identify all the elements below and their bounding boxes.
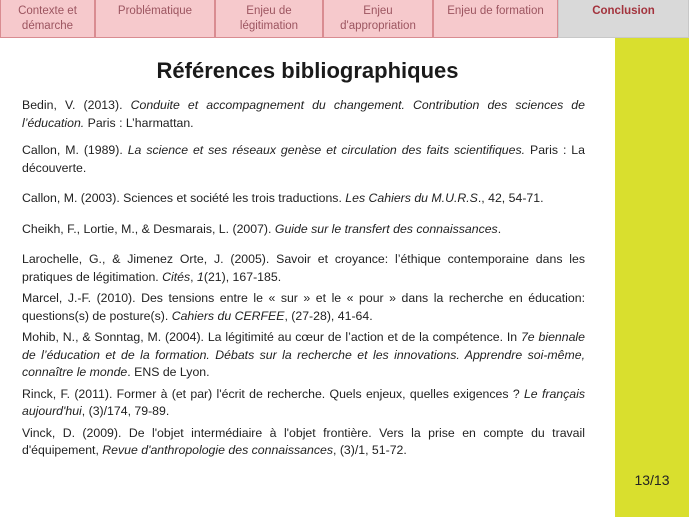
tab-enjeu-legitimation[interactable]	[215, 0, 323, 38]
reference-italic-text: Cités	[162, 269, 191, 284]
reference-item	[22, 190, 585, 208]
reference-italic-text: Cahiers du CERFEE	[171, 308, 285, 323]
slide-title: Références bibliographiques	[156, 58, 459, 83]
reference-text: Callon, M. (2003). Sciences et société les trois traductions.	[22, 191, 346, 205]
reference-text: Bedin, V. (2013).	[22, 98, 131, 112]
reference-item	[22, 386, 585, 421]
reference-item	[22, 142, 585, 177]
page-number: 13/13	[634, 472, 670, 488]
reference-text: Vinck, D. (2009). De l'objet intermédiaire à l'objet frontière. Vers la prise en compte du travail d'équipement,	[22, 425, 585, 457]
tab-label: Contexte et démarche	[18, 5, 77, 32]
reference-text: ,	[190, 269, 198, 284]
reference-item	[22, 425, 585, 460]
reference-italic-text: Guide sur le transfert des connaissances	[274, 221, 498, 236]
tab-label: Enjeu de formation	[447, 5, 544, 17]
tab-label: Conclusion	[592, 5, 655, 17]
reference-italic-text: Les Cahiers du M.U.R.S	[345, 191, 478, 205]
reference-text: Cheikh, F., Lortie, M., & Desmarais, L. (2007).	[22, 221, 275, 236]
reference-italic-text: Le français aujourd'hui	[22, 386, 586, 418]
reference-list	[22, 97, 585, 460]
reference-text: Paris : La découverte.	[22, 143, 585, 175]
reference-italic-text: 1	[197, 269, 204, 284]
tab-conclusion[interactable]	[558, 0, 689, 38]
tab-enjeu-appropriation[interactable]	[323, 0, 433, 38]
reference-item	[22, 221, 585, 239]
tab-enjeu-formation[interactable]	[433, 0, 558, 38]
sidebar-accent	[615, 38, 689, 517]
tab-contexte-demarche[interactable]	[0, 0, 95, 38]
reference-text: Marcel, J.-F. (2010). Des tensions entre le « sur » et le « pour » dans la recherche en éducation: questions(s) de posture(s).	[22, 291, 585, 323]
reference-text: Paris : L’harmattan.	[84, 115, 194, 130]
reference-text: ., 42, 54-71.	[477, 191, 544, 205]
reference-text: , (27-28), 41-64.	[284, 308, 373, 323]
reference-text: Callon, M. (1989).	[22, 143, 128, 157]
reference-item	[22, 251, 585, 286]
tab-label: Problématique	[117, 5, 193, 17]
reference-text: .	[497, 221, 502, 236]
tab-label: Enjeu de légitimation	[239, 5, 299, 32]
reference-italic-text: La science et ses réseaux genèse et circulation des faits scientifiques.	[127, 143, 526, 157]
reference-text: Mohib, N., & Sonntag, M. (2004). La légitimité au cœur de l’action et de la compétence. In	[22, 330, 521, 344]
tab-problematique[interactable]	[95, 0, 215, 38]
reference-text: Larochelle, G., & Jimenez Orte, J. (2005). Savoir et croyance: l’éthique contemporaine dans les pratiques de légitimation.	[22, 252, 585, 284]
tab-label: Enjeu d'appropriation	[340, 5, 416, 32]
top-navigation	[0, 0, 689, 38]
reference-item	[22, 97, 585, 132]
reference-italic-text: 7e biennale de l’éducation et de la formation. Débats sur la recherche et les innovations. Apprendre soi-même, connaître le monde	[22, 330, 586, 379]
reference-text: Rinck, F. (2011). Former à (et par) l'écrit de recherche. Quels enjeux, quelles exigences ?	[22, 386, 524, 401]
reference-italic-text: Revue d'anthropologie des connaissances	[102, 443, 333, 457]
reference-text: . ENS de Lyon.	[127, 365, 210, 379]
reference-italic-text: Conduite et accompagnement du changement. Contribution des sciences de l’éducation.	[22, 98, 585, 130]
reference-text: (21), 167-185.	[203, 269, 282, 284]
reference-text: , (3)/1, 51-72.	[332, 443, 407, 457]
reference-item	[22, 290, 585, 325]
reference-text: , (3)/174, 79-89.	[81, 404, 170, 418]
reference-item	[22, 329, 585, 382]
